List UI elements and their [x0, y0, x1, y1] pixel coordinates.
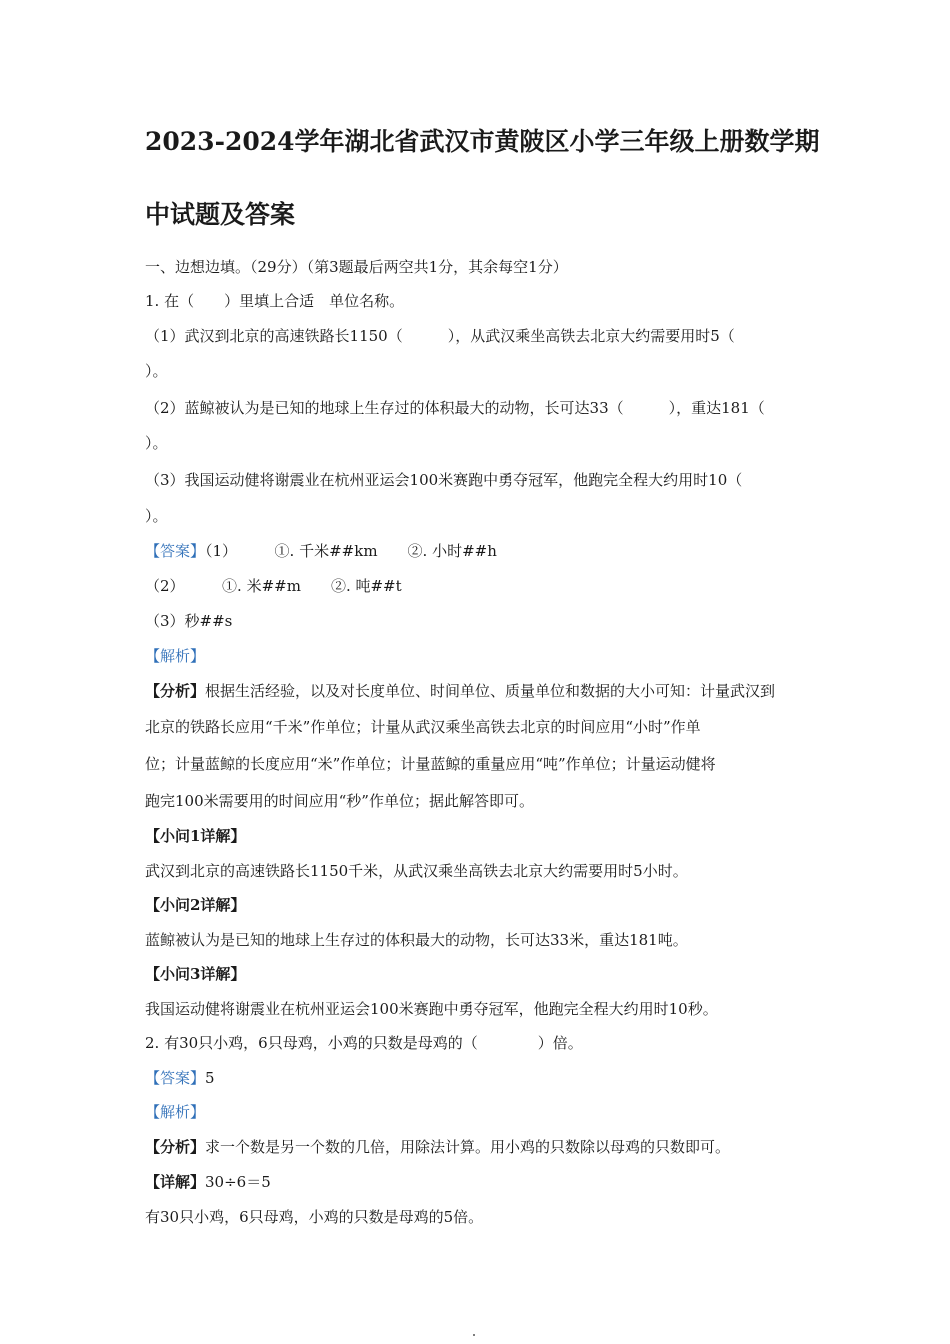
q1-part2-line1: （2）蓝鲸被认为是已知的地球上生存过的体积最大的动物，长可达33（ ），重达181（ — [145, 399, 765, 417]
page-footer-mark — [473, 1334, 475, 1336]
q1-answer-line1 — [145, 540, 815, 562]
q1-sub2-text: 蓝鲸被认为是已知的地球上生存过的体积最大的动物，长可达33米，重达181吨。 — [145, 931, 688, 949]
q1-answer-line2: （2） ①. 米##m ②. 吨##t — [145, 577, 402, 595]
q1-analysis-tag: 【解析】 — [145, 647, 206, 665]
q1-part2-line2: ）。 — [145, 434, 168, 452]
fenxi-text: 求一个数是另一个数的几倍，用除法计算。用小鸡的只数除以母鸡的只数即可。 — [205, 1138, 731, 1156]
q1-part3-line1: （3）我国运动健将谢震业在杭州亚运会100米赛跑中勇夺冠军，他跑完全程大约用时10（ — [145, 471, 743, 489]
detail-calc: 30÷6＝5 — [205, 1173, 271, 1191]
detail-tag: 【详解】 — [145, 1173, 206, 1191]
q2-conclusion: 有30只小鸡，6只母鸡，小鸡的只数是母鸡的5倍。 — [145, 1208, 484, 1226]
q1-sub3-text: 我国运动健将谢震业在杭州亚运会100米赛跑中勇夺冠军，他跑完全程大约用时10秒。 — [145, 1000, 718, 1018]
q1-sub3-heading: 【小问3详解】 — [145, 965, 246, 983]
answer-value: 5 — [205, 1069, 215, 1087]
q2-analysis-tag: 【解析】 — [145, 1103, 206, 1121]
q1-sub1-text: 武汉到北京的高速铁路长1150千米，从武汉乘坐高铁去北京大约需要用时5小时。 — [145, 862, 688, 880]
q1-answer-line3: （3）秒##s — [145, 612, 233, 630]
section-heading: 一、边想边填。（29分）（第3题最后两空共1分，其余每空1分） — [145, 258, 568, 276]
fenxi-tag: 【分析】 — [145, 682, 206, 700]
q1-part1-line2: ）。 — [145, 362, 168, 380]
answer-tag: 【答案】 — [145, 542, 206, 560]
doc-title-line-1: 2023-2024学年湖北省武汉市黄陂区小学三年级上册数学期 — [145, 127, 820, 156]
q1-part1-line1: （1）武汉到北京的高速铁路长1150（ ），从武汉乘坐高铁去北京大约需要用时5（ — [145, 327, 735, 345]
q2-stem: 2. 有30只小鸡，6只母鸡，小鸡的只数是母鸡的（ ）倍。 — [145, 1034, 583, 1052]
fenxi-text: 根据生活经验，以及对长度单位、时间单位、质量单位和数据的大小可知：计量武汉到 — [205, 682, 776, 700]
q1-sub1-heading: 【小问1详解】 — [145, 827, 246, 845]
q1-fenxi-line4: 跑完100米需要用的时间应用“秒”作单位；据此解答即可。 — [145, 792, 534, 810]
q1-fenxi-line3: 位；计量蓝鲸的长度应用“米”作单位；计量蓝鲸的重量应用“吨”作单位；计量运动健将 — [145, 755, 716, 773]
q2-answer — [145, 1067, 815, 1089]
q1-stem: 1. 在（ ）里填上合适 单位名称。 — [145, 292, 405, 310]
fenxi-tag: 【分析】 — [145, 1138, 206, 1156]
q1-fenxi-line2: 北京的铁路长应用“千米”作单位；计量从武汉乘坐高铁去北京的时间应用“小时”作单 — [145, 718, 701, 736]
answer-text: （1） ①. 千米##km ②. 小时##h — [205, 542, 497, 560]
q1-sub2-heading: 【小问2详解】 — [145, 896, 246, 914]
answer-tag: 【答案】 — [145, 1069, 206, 1087]
q1-fenxi-line1 — [145, 680, 815, 702]
q1-part3-line2: ）。 — [145, 507, 168, 525]
q2-fenxi — [145, 1136, 815, 1158]
doc-title-line-2: 中试题及答案 — [145, 200, 296, 229]
q2-detail — [145, 1171, 815, 1193]
